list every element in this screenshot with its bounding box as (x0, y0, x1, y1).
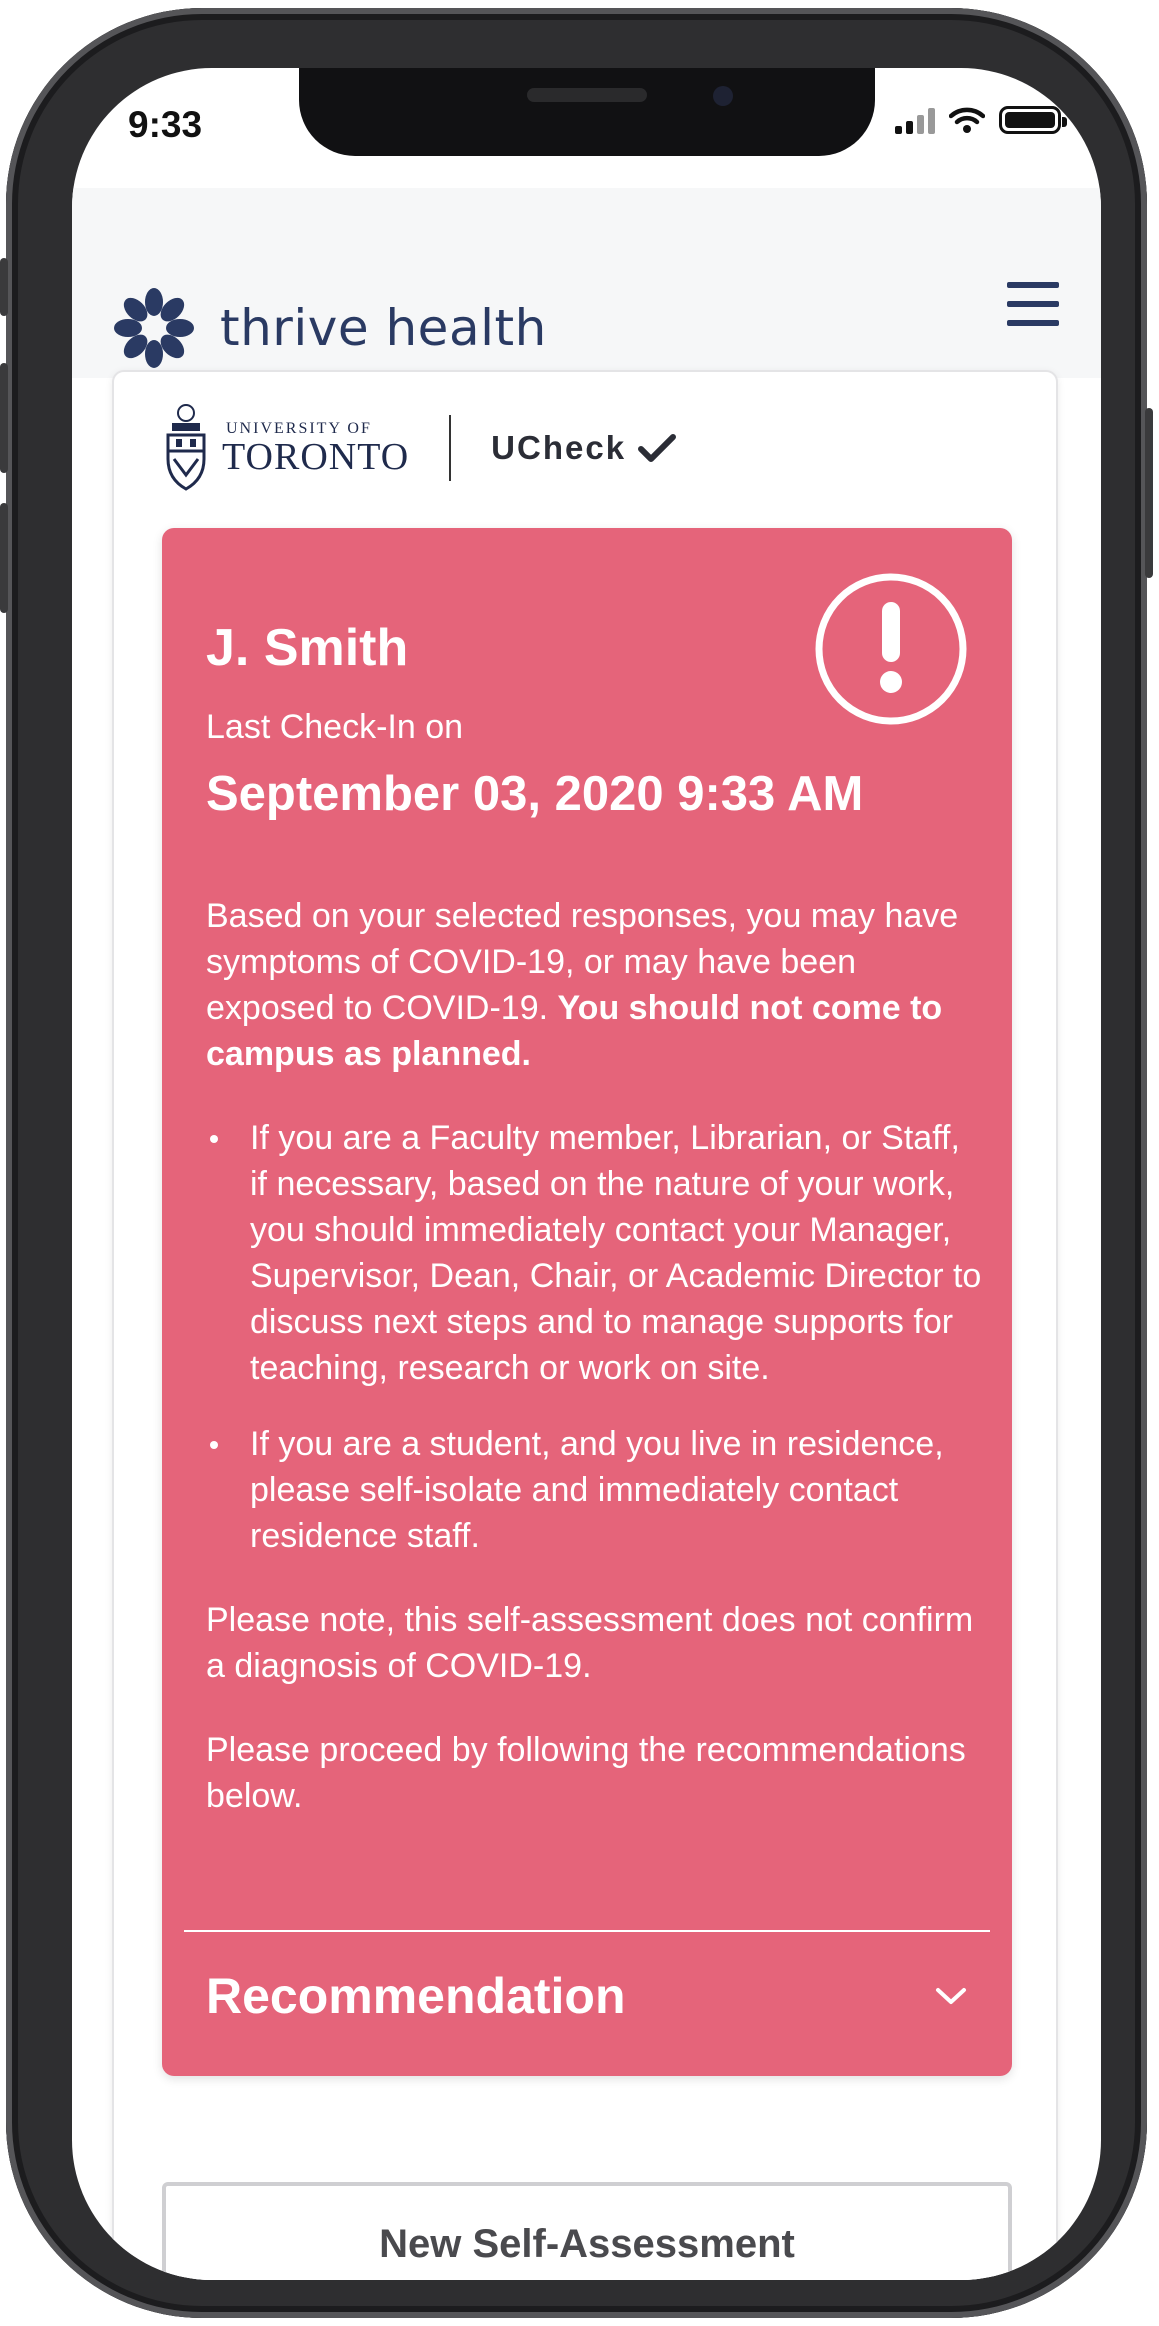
guidance-item-staff: If you are a Faculty member, Librarian, or Staff, if necessary, based on the nature of your work, you should immediately contact your Manager, Supervisor, Dean, Chair, or Academic Director to discuss next steps and to manage supports for teaching, research or work on site. (206, 1115, 986, 1391)
diagnosis-note: Please note, this self-assessment does not confirm a diagnosis of COVID-19. (206, 1601, 974, 1685)
brand-logo[interactable] (110, 284, 547, 372)
uoft-crest-icon (164, 403, 208, 493)
symptom-message-emphasis: You should not come to campus as planned. (206, 989, 943, 1073)
front-camera (713, 86, 733, 106)
uoft-logo (164, 403, 409, 493)
status-alert-panel (162, 528, 1012, 2076)
wifi-icon (949, 106, 985, 134)
recommendation-accordion[interactable] (206, 1956, 968, 2036)
recommendation-divider (184, 1930, 990, 1932)
last-checkin-label: Last Check-In on (206, 708, 464, 746)
exclamation-circle-icon (814, 572, 968, 726)
card-header (164, 398, 676, 498)
uoft-name-small: UNIVERSITY OF (226, 420, 372, 437)
cellular-signal-icon (895, 108, 935, 134)
notch (299, 68, 875, 156)
uoft-name-big: TORONTO (222, 436, 410, 478)
battery-icon (999, 106, 1061, 134)
header-divider (449, 415, 451, 481)
ucheck-text: UCheck (491, 429, 627, 466)
last-checkin-date: September 03, 2020 9:33 AM (206, 767, 864, 821)
status-icons (895, 106, 1061, 134)
hamburger-menu-icon[interactable] (1007, 282, 1059, 326)
ucheck-card (112, 370, 1058, 2280)
phone-frame (6, 8, 1147, 2318)
proceed-note: Please proceed by following the recommendations below. (206, 1731, 966, 1815)
recommendation-title: Recommendation (206, 1968, 626, 2024)
chevron-down-icon[interactable] (934, 1985, 968, 2007)
guidance-list (206, 1115, 986, 1559)
alert-body (206, 893, 986, 1857)
side-button-power (1145, 408, 1153, 578)
guidance-item-student: If you are a student, and you live in residence, please self-isolate and immediately contact residence staff. (206, 1421, 986, 1559)
side-button-silent (0, 258, 8, 316)
side-button-volume-down (0, 503, 8, 613)
new-self-assessment-button[interactable]: New Self-Assessment (162, 2182, 1012, 2280)
ucheck-label (491, 429, 676, 467)
brand-name: thrive health (220, 299, 547, 357)
symptom-message-text: Based on your selected responses, you may have symptoms of COVID-19, or may have been exposed to COVID-19. (206, 897, 959, 1027)
screen (72, 68, 1101, 2280)
symptom-message (206, 893, 986, 1077)
side-button-volume-up (0, 363, 8, 473)
thrive-flower-icon (110, 284, 198, 372)
checkmark-icon (638, 433, 676, 463)
user-name: J. Smith (206, 619, 409, 677)
status-time: 9:33 (128, 104, 203, 145)
app-header (72, 188, 1101, 378)
speaker-grille (527, 88, 647, 102)
